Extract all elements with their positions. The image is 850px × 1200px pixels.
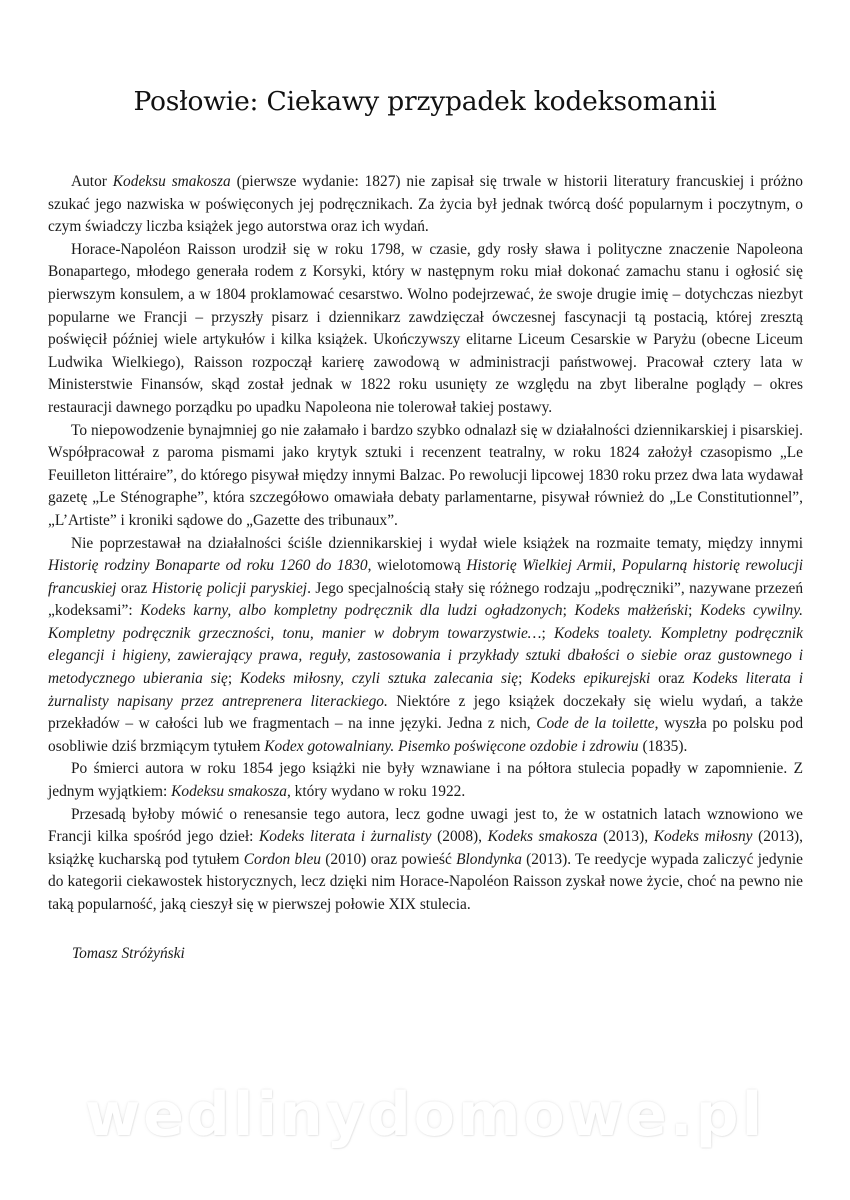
- italic-title-text: Kodeks miłosny: [653, 828, 753, 846]
- paragraph-text: . Jego specjalnością stały się różnego rodzaju „podręczniki”, nazywane przezeń „kodeksami”:: [48, 579, 804, 620]
- italic-title-text: Historię Wielkiej Armii: [466, 557, 613, 575]
- italic-title-text: Kodeks epikurejski: [530, 670, 651, 688]
- paragraph-text: Po śmierci autora w roku 1854 jego książki nie były wznawiane i na półtora stulecia popadły w zapomnienie. Z jednym wyjątkiem:: [48, 760, 803, 801]
- paragraph-text: oraz: [116, 579, 152, 597]
- italic-title-text: Kodeksu smakosza: [171, 783, 287, 801]
- paragraph-text: (2013), książkę kucharską pod tytułem: [48, 828, 803, 868]
- italic-title-text: Code de la toilette: [536, 715, 655, 733]
- italic-title-text: Kodeks smakosza: [487, 828, 598, 846]
- italic-title-text: Kodeks literata i żurnalisty: [259, 828, 432, 846]
- paragraph: [48, 171, 803, 239]
- paragraph-text: (2013). Te reedycje wypada zaliczyć jedynie do kategorii ciekawostek historycznych, lecz dzięki nim Horace-Napoléon Raisson zyskał nowe życie, choć na pewno nie taką popularność, jaką cieszył się w pierwszej połowie XIX stulecia.: [48, 850, 804, 913]
- paragraph: [48, 758, 803, 803]
- paragraph-text: ;: [541, 624, 554, 642]
- paragraph-text: ;: [562, 602, 575, 620]
- paragraph-text: To niepowodzenie bynajmniej go nie załamało i bardzo szybko odnalazł się w działalności dziennikarskiej i pisarskiej. Współpracował z paroma pismami jako krytyk sztuki i recenzent teatralny, w roku 1824 założył czasopismo „Le Feuilleton littéraire”, do którego pisywał między innymi Balzac. Po rewolucji lipcowej 1830 roku przez dwa lata wydawał gazetę „Le Sténographe”, która szczegółowo omawiała debaty parlamentarne, pisywał również do „Le Constitutionnel”, „L’Artiste” i kroniki sądowe do „Gazette des tribunaux”.: [48, 421, 803, 529]
- paragraph-text: Niektóre z jego książek doczekały się wielu wydań, a także przekładów – w całości lub we fragmentach – na inne języki. Jedna z nich,: [48, 692, 803, 733]
- paragraph-text: Horace-Napoléon Raisson urodził się w roku 1798, w czasie, gdy rosły sława i polityczne znaczenie Napoleona Bonapartego, młodego generała rodem z Korsyki, który w następnym roku miał dokonać zamachu stanu i ogłosić się pierwszym konsulem, a w 1804 proklamować cesarstwo. Wolno podejrzewać, że swoje drugie imię – dotychczas niezbyt popularne we Francji – przyszły pisarz i dziennikarz zawdzięczał ówczesnej fascynacji tą postacią, której zresztą poświęcił później wiele artykułów i kilka książek. Ukończywszy elitarne Liceum Cesarskie w Paryżu (obecne Liceum Ludwika Wielkiego), Raisson rozpoczął karierę zawodową w administracji państwowej. Pracował cztery lata w Ministerstwie Finansów, skąd został jednak w 1822 roku usunięty ze względu na zbyt liberalne poglądy – okres restauracji dawnego porządku po upadku Napoleona nie tolerował takiej postawy.: [48, 240, 803, 416]
- paragraph-text: Przesadą byłoby mówić o renesansie tego autora, lecz godne uwagi jest to, że w ostatnich latach wznowiono we Francji kilka spośród jego dzieł:: [48, 805, 803, 846]
- paragraph-text: (2010) oraz powieść: [321, 850, 457, 868]
- paragraph-text: ;: [518, 670, 531, 688]
- page-title: Posłowie: Ciekawy przypadek kodeksomanii: [133, 86, 717, 117]
- italic-title-text: Popularną historię rewolucji francuskiej: [48, 557, 803, 597]
- paragraph-text: ;: [688, 602, 701, 620]
- paragraph-text: (1835).: [638, 737, 688, 755]
- italic-title-text: Kodeks cywilny. Kompletny podręcznik grzeczności, tonu, manier w dobrym towarzystwie…: [48, 602, 804, 642]
- italic-title-text: Kodeks karny, albo kompletny podręcznik dla ludzi ogładzonych: [140, 602, 563, 620]
- paragraph-text: (2013),: [597, 828, 654, 846]
- italic-title-text: Historię rodziny Bonaparte od roku 1260 do 1830: [48, 557, 368, 575]
- paragraph-text: oraz: [650, 670, 693, 688]
- italic-title-text: Blondynka: [456, 850, 522, 868]
- paragraph-text: ,: [612, 557, 622, 575]
- author-signature: Tomasz Stróżyński: [72, 945, 185, 962]
- site-watermark: wedlinydomowe.pl: [84, 1080, 766, 1150]
- paragraph-text: Autor: [71, 173, 113, 190]
- paragraph-text: , wielotomową: [367, 557, 467, 575]
- afterword-body: [48, 171, 803, 917]
- paragraph-text: (pierwsze wydanie: 1827) nie zapisał się trwale w historii literatury francuskiej i próżno szukać jego nazwiska w poświęconych jej podręcznikach. Za życia był jednak twórcą dość popularnym i poczytnym, o czym świadczy liczba książek jego autorstwa oraz ich wydań.: [48, 173, 803, 236]
- italic-title-text: Kodeks małżeński: [574, 602, 689, 620]
- paragraph: [48, 533, 803, 759]
- paragraph-text: , wyszła po polsku pod osobliwie dziś brzmiącym tytułem: [48, 715, 804, 755]
- italic-title-text: Kodeks toalety. Kompletny podręcznik elegancji i higieny, zawierający prawa, reguły, zastosowania i przykłady sztuki dbałości o siebie oraz gustownego i metodycznego ubierania się: [48, 624, 803, 688]
- italic-title-text: Kodeks literata i żurnalisty napisany przez antreprenera literackiego.: [48, 670, 804, 710]
- paragraph-text: , który wydano w roku 1922.: [286, 783, 466, 801]
- italic-title-text: Kodeks miłosny, czyli sztuka zalecania się: [239, 670, 519, 688]
- paragraph: [48, 239, 803, 420]
- italic-title-text: Historię policji paryskiej: [151, 579, 308, 597]
- paragraph-text: ;: [227, 670, 240, 688]
- italic-title-text: Cordon bleu: [243, 850, 322, 868]
- italic-title-text: Kodex gotowalniany. Pisemko poświęcone ozdobie i zdrowiu: [264, 737, 639, 755]
- paragraph-text: (2008),: [431, 828, 488, 846]
- paragraph: [48, 804, 803, 917]
- paragraph: [48, 420, 803, 533]
- paragraph-text: Nie poprzestawał na działalności ściśle dziennikarskiej i wydał wiele książek na rozmaite tematy, między innymi: [71, 534, 803, 552]
- italic-title-text: Kodeksu smakosza: [112, 173, 231, 190]
